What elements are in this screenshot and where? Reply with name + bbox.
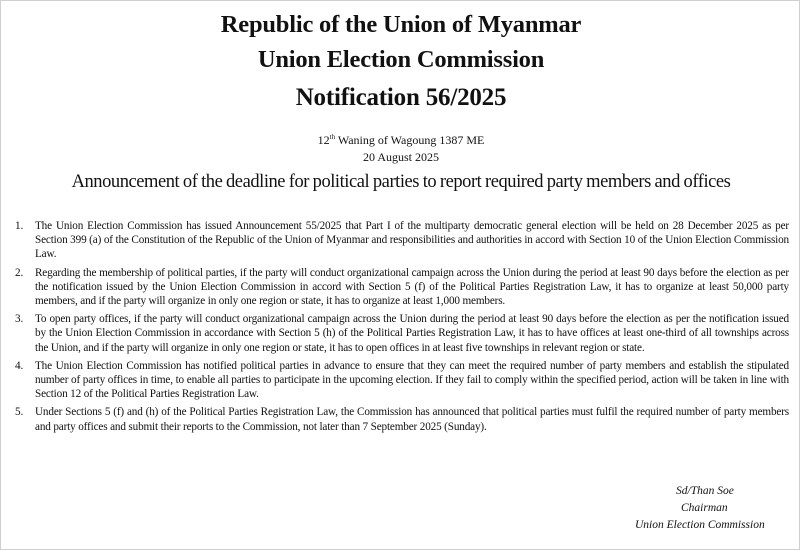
signature-block — [631, 483, 791, 534]
signatory-name: Sd/Than Soe — [676, 485, 734, 497]
gregorian-date: 20 August 2025 — [362, 150, 439, 164]
country-heading: Republic of the Union of Myanmar — [220, 11, 582, 38]
lunar-date — [1, 134, 800, 146]
list-item — [15, 266, 789, 309]
list-item — [15, 312, 789, 355]
list-item — [15, 405, 789, 433]
item-number: 3. — [15, 313, 24, 326]
signatory-title: Chairman — [681, 502, 728, 514]
item-text: Under Sections 5 (f) and (h) of the Political Parties Registration Law, the Commission has announced that political parties must fulfil the required number of party members and party offices and submit their reports to the Commission, not later than 7 September 2025 (Sunday). — [35, 406, 789, 433]
lunar-day-number: 12 — [317, 133, 330, 147]
list-item — [15, 359, 789, 402]
commission-heading: Union Election Commission — [257, 46, 545, 73]
announcement-subject: Announcement of the deadline for political parties to report required party members and offices — [71, 172, 731, 192]
item-number: 1. — [15, 220, 24, 232]
announcement-items — [15, 219, 789, 438]
item-text: To open party offices, if the party will conduct organizational campaign across the Union during the period at least 90 days before the election as per the notification issued by the Union Election Commission in accordance with Section 5 (h) of the Political Parties Registration Law, it has to have offices at least one-third of all townships across the Union, and if the party will organize in only one region or state, it has to open offices in at least five townships in relevant region or state. — [35, 313, 789, 354]
signatory-organization: Union Election Commission — [635, 519, 765, 531]
item-text: The Union Election Commission has notified political parties in advance to ensure that they can meet the required number of party members and establish the stipulated number of party offices in time, to enable all parties to participate in the upcoming election. If they fail to comply within the specified period, action will be taken in line with Section 12 of the Political Parties Registration Law. — [35, 359, 789, 401]
lunar-day-suffix: th — [329, 133, 336, 141]
item-text: The Union Election Commission has issued Announcement 55/2025 that Part I of the multiparty democratic general election will be held on 28 December 2025 as per Section 399 (a) of the Constitution of the Republic of the Union of Myanmar and responsibilities and authorities in accord with Section 10 of the Union Election Commission Law. — [35, 220, 789, 261]
list-item — [15, 219, 789, 262]
item-number: 4. — [15, 359, 24, 372]
item-number: 2. — [15, 266, 24, 279]
item-number: 5. — [15, 406, 24, 419]
item-text: Regarding the membership of political parties, if the party will conduct organizational campaign across the Union during the period at least 90 days before the election as per the notification issued by the Union Election Commission in accord with Section 5 (f) of the Political Parties Registration Law, it has to organize at least 50,000 party members, and if the party will organize in only one region or state, it has to organize at least 1,000 members. — [35, 266, 789, 308]
lunar-month-year: Waning of Wagoung 1387 ME — [335, 133, 485, 147]
notification-number: Notification 56/2025 — [295, 84, 507, 111]
